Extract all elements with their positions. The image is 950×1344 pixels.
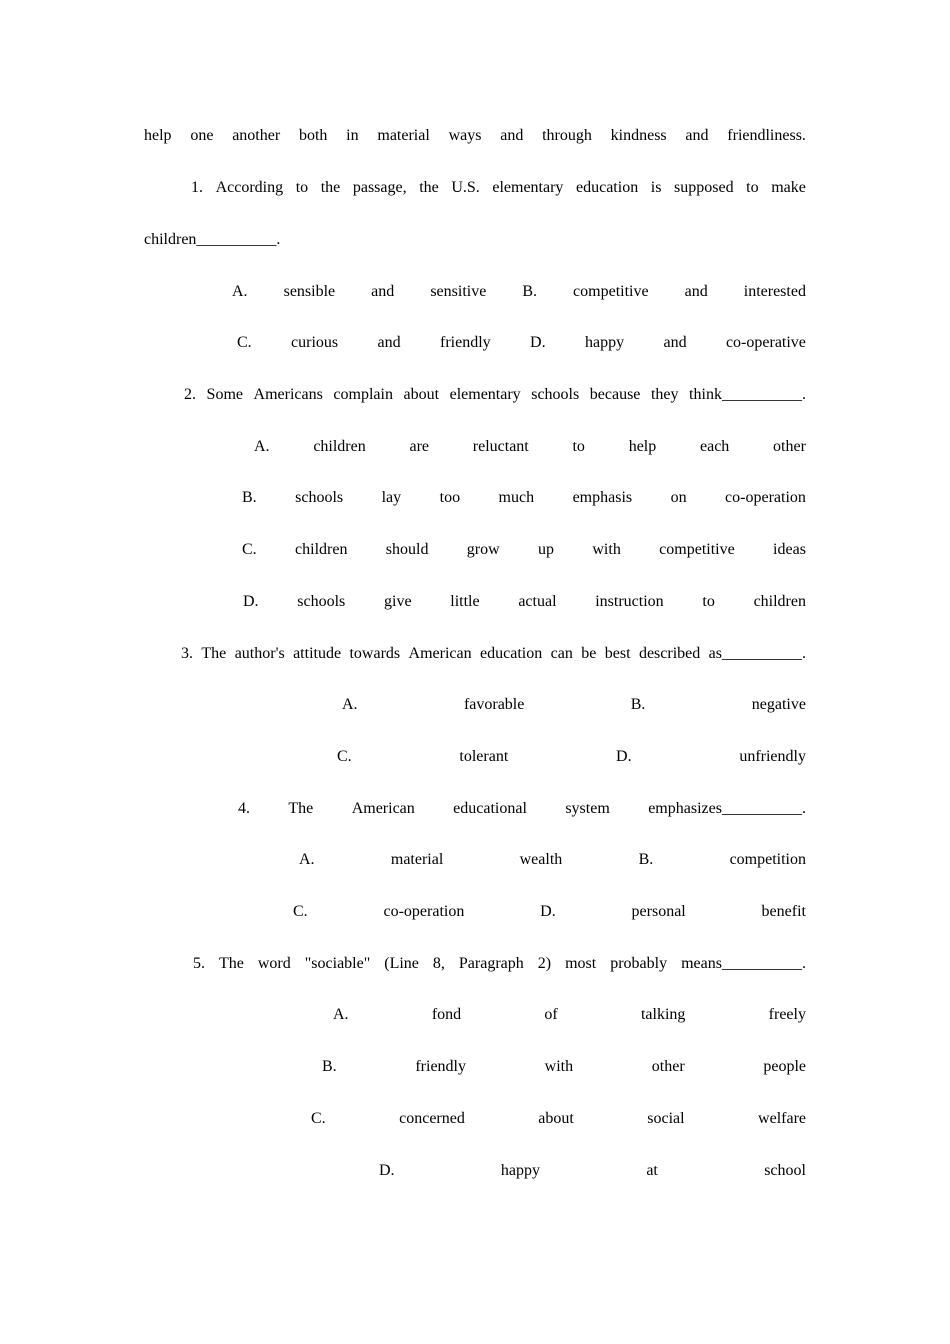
- word: friendliness.: [727, 127, 806, 144]
- word: material: [377, 127, 430, 144]
- word: on: [670, 489, 687, 506]
- text-line: [193, 954, 806, 974]
- word: described: [638, 645, 701, 662]
- word: wealth: [519, 851, 563, 868]
- word: The: [288, 800, 314, 817]
- word: up: [538, 541, 555, 558]
- text-line: [311, 1109, 806, 1129]
- word: D.: [616, 748, 632, 765]
- word: lay: [381, 489, 402, 506]
- word: attitude: [293, 645, 342, 662]
- word: both: [298, 127, 328, 144]
- word: think__________.: [689, 386, 806, 403]
- text-line: [299, 850, 806, 870]
- word: much: [498, 489, 535, 506]
- word: education: [576, 179, 639, 196]
- word: competitive: [659, 541, 735, 558]
- word: of: [544, 1006, 558, 1023]
- text-line: children__________.: [144, 231, 281, 248]
- word: emphasis: [572, 489, 633, 506]
- word: B.: [242, 489, 257, 506]
- word: at: [646, 1162, 658, 1179]
- word: Some: [206, 386, 243, 403]
- word: with: [592, 541, 621, 558]
- word: competitive: [573, 283, 649, 300]
- word: B.: [630, 696, 646, 713]
- word: and: [684, 283, 708, 300]
- word: 3.: [181, 645, 193, 662]
- word: grow: [466, 541, 500, 558]
- word: children: [313, 438, 366, 455]
- word: reluctant: [472, 438, 529, 455]
- word: A.: [342, 696, 358, 713]
- word: means__________.: [681, 955, 806, 972]
- word: curious: [291, 334, 339, 351]
- word: Americans: [253, 386, 323, 403]
- word: and: [500, 127, 524, 144]
- word: to: [746, 179, 759, 196]
- word: sensitive: [430, 283, 487, 300]
- word: about: [538, 1110, 574, 1127]
- word: friendly: [415, 1058, 466, 1075]
- word: with: [544, 1058, 574, 1075]
- word: The: [219, 955, 244, 972]
- word: unfriendly: [739, 748, 806, 765]
- word: A.: [232, 283, 248, 300]
- word: schools: [531, 386, 580, 403]
- word: passage,: [352, 179, 407, 196]
- word: 4.: [238, 800, 250, 817]
- word: one: [190, 127, 214, 144]
- word: Paragraph: [458, 955, 524, 972]
- text-line: [322, 1057, 806, 1077]
- word: can: [550, 645, 573, 662]
- word: schools: [295, 489, 344, 506]
- word: children: [753, 593, 806, 610]
- word: best: [604, 645, 631, 662]
- word: school: [764, 1162, 806, 1179]
- word: 8,: [432, 955, 445, 972]
- word: because: [589, 386, 641, 403]
- word: tolerant: [459, 748, 509, 765]
- word: (Line: [384, 955, 419, 972]
- text-line: [342, 695, 806, 715]
- word: happy: [500, 1162, 540, 1179]
- word: co-operation: [383, 903, 465, 920]
- word: other: [773, 438, 806, 455]
- word: and: [377, 334, 401, 351]
- word: and: [663, 334, 687, 351]
- text-line: [191, 178, 806, 198]
- word: make: [771, 179, 806, 196]
- word: another: [232, 127, 281, 144]
- word: benefit: [761, 903, 806, 920]
- word: B.: [522, 283, 538, 300]
- word: American: [351, 800, 415, 817]
- word: education: [480, 645, 543, 662]
- word: children: [295, 541, 348, 558]
- word: be: [581, 645, 597, 662]
- word: other: [651, 1058, 685, 1075]
- word: co-operation: [725, 489, 806, 506]
- word: friendly: [440, 334, 491, 351]
- text-line: [242, 540, 806, 560]
- word: happy: [584, 334, 625, 351]
- word: personal: [631, 903, 686, 920]
- word: A.: [333, 1006, 349, 1023]
- text-line: [293, 902, 806, 922]
- word: competition: [729, 851, 806, 868]
- text-line: [337, 747, 806, 767]
- word: little: [450, 593, 480, 610]
- word: and: [685, 127, 709, 144]
- word: is: [650, 179, 662, 196]
- word: actual: [518, 593, 557, 610]
- word: C.: [237, 334, 252, 351]
- word: to: [295, 179, 309, 196]
- word: freely: [768, 1006, 806, 1023]
- word: C.: [293, 903, 308, 920]
- word: the: [419, 179, 439, 196]
- word: emphasizes__________.: [648, 800, 806, 817]
- word: ideas: [773, 541, 806, 558]
- word: interested: [743, 283, 806, 300]
- word: and: [371, 283, 395, 300]
- word: author's: [234, 645, 285, 662]
- word: the: [320, 179, 341, 196]
- word: C.: [242, 541, 257, 558]
- text-line: [238, 799, 806, 819]
- word: material: [390, 851, 444, 868]
- word: negative: [751, 696, 806, 713]
- word: instruction: [595, 593, 664, 610]
- text-line: [333, 1005, 806, 1025]
- word: D.: [540, 903, 556, 920]
- text-line: [243, 592, 806, 612]
- word: system: [565, 800, 610, 817]
- word: U.S.: [451, 179, 480, 196]
- word: favorable: [463, 696, 525, 713]
- word: most: [565, 955, 597, 972]
- word: towards: [349, 645, 401, 662]
- word: According: [215, 179, 284, 196]
- word: elementary: [492, 179, 564, 196]
- word: talking: [640, 1006, 686, 1023]
- word: about: [403, 386, 440, 403]
- word: they: [650, 386, 679, 403]
- word: welfare: [758, 1110, 806, 1127]
- text-line: [237, 333, 806, 353]
- word: C.: [337, 748, 352, 765]
- word: D.: [379, 1162, 395, 1179]
- word: sensible: [283, 283, 336, 300]
- word: A.: [299, 851, 315, 868]
- word: schools: [297, 593, 346, 610]
- word: each: [699, 438, 730, 455]
- text-line: [184, 385, 806, 405]
- word: 5.: [193, 955, 205, 972]
- word: ways: [448, 127, 482, 144]
- word: too: [439, 489, 461, 506]
- word: social: [647, 1110, 685, 1127]
- word: American: [408, 645, 472, 662]
- word: to: [702, 593, 715, 610]
- text-line: [254, 437, 806, 457]
- word: elementary: [449, 386, 521, 403]
- word: 2): [537, 955, 552, 972]
- word: give: [384, 593, 412, 610]
- word: help: [144, 127, 172, 144]
- word: probably: [610, 955, 668, 972]
- word: through: [542, 127, 592, 144]
- text-line: [144, 126, 806, 146]
- word: complain: [333, 386, 393, 403]
- word: to: [572, 438, 585, 455]
- word: concerned: [399, 1110, 465, 1127]
- word: B.: [638, 851, 654, 868]
- word: 2.: [184, 386, 196, 403]
- text-line: [181, 644, 806, 664]
- word: A.: [254, 438, 270, 455]
- word: in: [346, 127, 359, 144]
- word: kindness: [610, 127, 667, 144]
- text-line: [379, 1161, 806, 1181]
- word: D.: [530, 334, 546, 351]
- word: B.: [322, 1058, 337, 1075]
- word: are: [409, 438, 430, 455]
- word: The: [201, 645, 227, 662]
- word: as__________.: [708, 645, 806, 662]
- word: should: [385, 541, 429, 558]
- text-line: [232, 282, 806, 302]
- word: educational: [453, 800, 527, 817]
- word: 1.: [191, 179, 203, 196]
- word: "sociable": [304, 955, 371, 972]
- word: co-operative: [725, 334, 806, 351]
- text-line: [242, 488, 806, 508]
- word: C.: [311, 1110, 326, 1127]
- word: people: [763, 1058, 806, 1075]
- word: fond: [431, 1006, 462, 1023]
- word: D.: [243, 593, 259, 610]
- word: word: [257, 955, 291, 972]
- word: help: [628, 438, 657, 455]
- word: supposed: [674, 179, 734, 196]
